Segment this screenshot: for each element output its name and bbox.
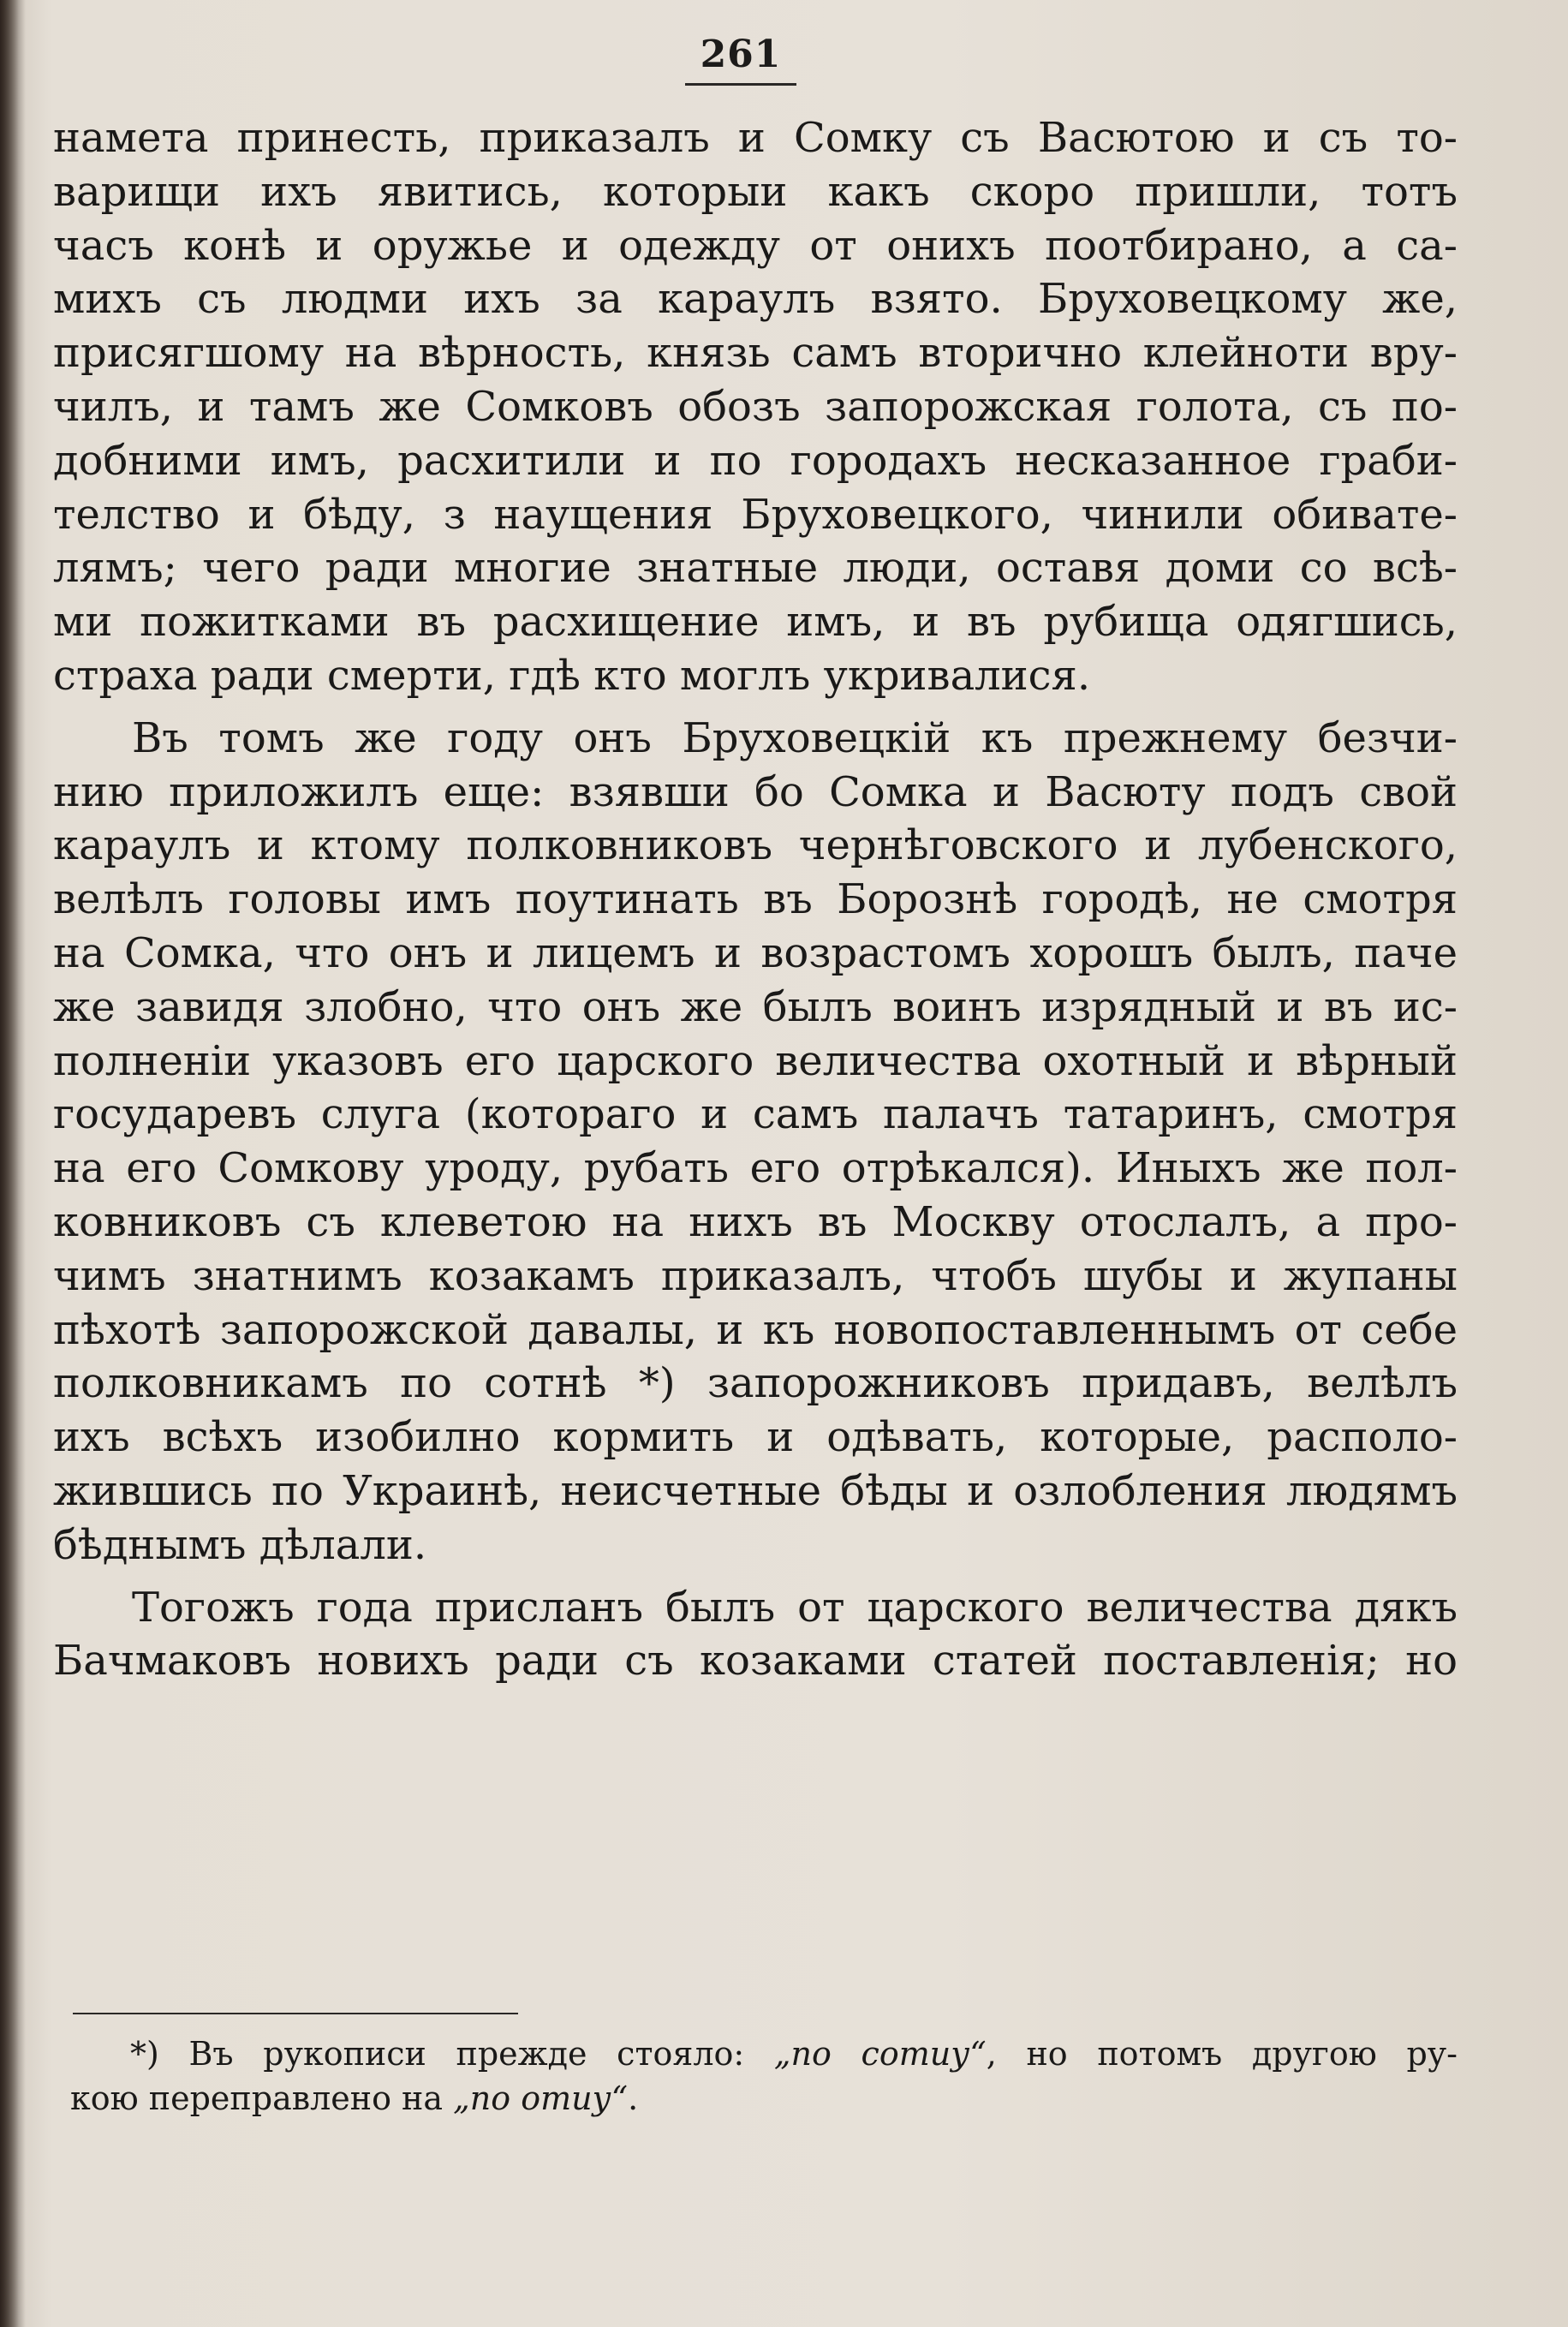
paragraph-gap xyxy=(53,703,1458,712)
text-line: Тогожъ года присланъ былъ от царского величества дякъ xyxy=(132,1583,1458,1632)
footnote-text: кою переправлено на xyxy=(70,2079,454,2117)
text-line: ихъ всѣхъ изобилно кормить и одѣвать, которые, располо- xyxy=(53,1413,1458,1462)
text-line: на Сомка, что онъ и лицемъ и возрастомъ хорошъ былъ, паче xyxy=(53,928,1458,977)
text-line: михъ съ людми ихъ за караулъ взято. Бруховецкому же, xyxy=(53,275,1458,324)
footnote-line xyxy=(70,2032,1458,2076)
text-line: велѣлъ головы имъ поутинать въ Борознѣ городѣ, не смотря xyxy=(53,875,1458,924)
footnote-rule xyxy=(73,2013,518,2014)
text-line: жившись по Украинѣ, неисчетные бѣды и озлобления людямъ xyxy=(53,1466,1458,1515)
footnote-text: *) Въ рукописи прежде стояло: xyxy=(130,2035,774,2073)
text-line: лямъ; чего ради многие знатные люди, оставя доми со всѣ- xyxy=(53,544,1458,593)
footnote-line xyxy=(70,2076,1458,2121)
footnote-quote: „по сотиу“ xyxy=(773,2035,987,2073)
text-line: же завидя злобно, что онъ же былъ воинъ изрядный и въ ис- xyxy=(53,982,1458,1031)
text-line: добними имъ, расхитили и по городахъ несказанное граби- xyxy=(53,436,1458,485)
text-line: телство и бѣду, з наущения Бруховецкого, чинили обивате- xyxy=(53,490,1458,539)
text-line: Въ томъ же году онъ Бруховецкій къ прежнему безчи- xyxy=(132,713,1458,762)
page-number-rule xyxy=(685,83,796,86)
text-line: ми пожитками въ расхищение имъ, и въ рубища одягшись, xyxy=(53,598,1458,647)
footnote-text: , но потомъ другою ру- xyxy=(986,2035,1458,2073)
text-line: присягшому на вѣрность, князь самъ вторично клейноти вру- xyxy=(53,329,1458,378)
text-line: Бачмаковъ новихъ ради съ козаками статей поставленія; но xyxy=(53,1637,1458,1686)
binding-gutter-shadow xyxy=(0,0,26,2327)
text-line: полковникамъ по сотнѣ *) запорожниковъ придавъ, велѣлъ xyxy=(53,1359,1458,1408)
footnote xyxy=(70,2032,1458,2121)
paragraph-2 xyxy=(53,712,1458,1572)
main-text xyxy=(53,111,1458,1688)
text-line: караулъ и ктому полковниковъ чернѣговского и лубенского, xyxy=(53,821,1458,870)
text-line: полненіи указовъ его царского величества охотный и вѣрный xyxy=(53,1036,1458,1085)
paragraph-3 xyxy=(53,1581,1458,1689)
text-line: государевъ слуга (котораго и самъ палачъ татаринъ, смотря xyxy=(53,1090,1458,1139)
paragraph-1 xyxy=(53,111,1458,703)
paragraph-gap xyxy=(53,1572,1458,1581)
text-line: часъ конѣ и оружье и одежду от онихъ поотбирано, а са- xyxy=(53,221,1458,270)
footnote-quote: „по отиу“ xyxy=(453,2079,629,2117)
text-line: чилъ, и тамъ же Сомковъ обозъ запорожская голота, съ по- xyxy=(53,382,1458,431)
text-line: нию приложилъ еще: взявши бо Сомка и Васюту подъ свой xyxy=(53,767,1458,816)
text-line: бѣднымъ дѣлали. xyxy=(53,1520,427,1569)
footnote-text: . xyxy=(628,2079,639,2117)
text-line: варищи ихъ явитись, которыи какъ скоро пришли, тотъ xyxy=(53,167,1458,216)
text-line: чимъ знатнимъ козакамъ приказалъ, чтобъ шубы и жупаны xyxy=(53,1251,1458,1300)
text-line: страха ради смерти, гдѣ кто моглъ укривалися. xyxy=(53,651,1091,700)
text-line: на его Сомкову уроду, рубать его отрѣкался). Иныхъ же пол- xyxy=(53,1144,1458,1193)
text-line: пѣхотѣ запорожской давалы, и къ новопоставленнымъ от себе xyxy=(53,1305,1458,1354)
page-number: 261 xyxy=(700,33,782,76)
text-line: ковниковъ съ клеветою на нихъ въ Москву отослалъ, а про- xyxy=(53,1197,1458,1246)
text-line: намета принесть, приказалъ и Сомку съ Васютою и съ то- xyxy=(53,114,1458,162)
